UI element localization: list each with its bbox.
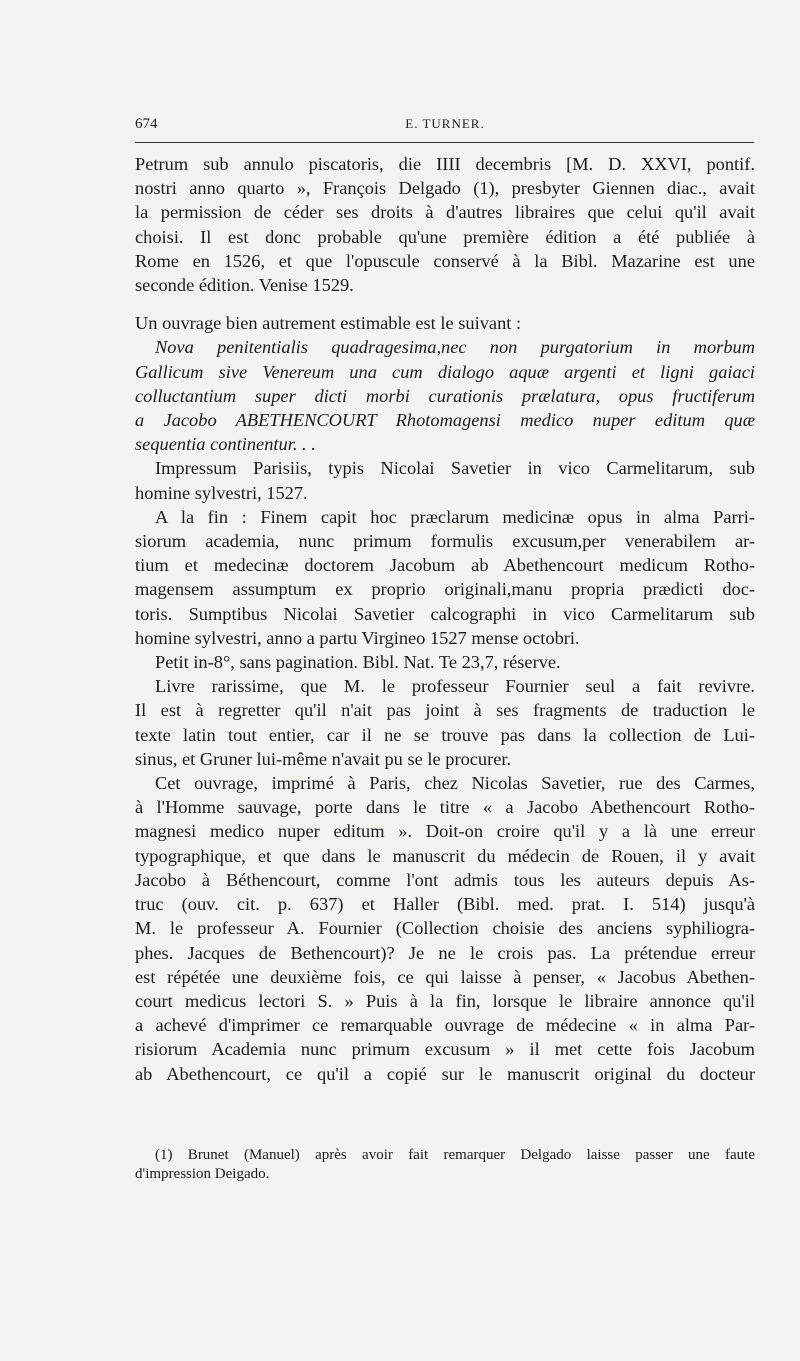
- text-line: Nova penitentialis quadragesima,nec non purgatorium in morbum: [155, 337, 755, 358]
- page-header: [135, 116, 755, 140]
- page-number: 674: [135, 116, 158, 132]
- paragraph-gap: [135, 297, 755, 311]
- text-line: à l'Homme sauvage, porte dans le titre « a Jacobo Abethencourt Rotho-: [135, 797, 755, 818]
- text-line: Rome en 1526, et que l'opuscule conservé à la Bibl. Mazarine est une: [135, 250, 755, 271]
- header-rule: [135, 142, 754, 143]
- text-line: magensem assumptum ex proprio originali,manu propria prædicti doc-: [135, 579, 755, 600]
- footnote-line: d'impression Deigado.: [135, 1166, 270, 1182]
- text-line: seconde édition. Venise 1529.: [135, 275, 354, 296]
- text-line: la permission de céder ses droits à d'autres libraires que celui qu'il avait: [135, 202, 755, 223]
- text-line: Petrum sub annulo piscatoris, die IIII decembris [M. D. XXVI, pontif.: [135, 154, 755, 174]
- text-line: ab Abethencourt, ce qu'il a copié sur le manuscrit original du docteur: [135, 1063, 755, 1084]
- paragraph-rarity: [135, 674, 755, 771]
- paragraph-format: [135, 650, 755, 674]
- body-text: [135, 152, 755, 1086]
- text-line: nostri anno quarto », François Delgado (1), presbyter Giennen diac., avait: [135, 178, 755, 199]
- text-line: homine sylvestri, 1527.: [135, 482, 308, 503]
- text-line: est répétée une deuxième fois, ce qui laisse à penser, « Jacobus Abethen-: [135, 966, 755, 987]
- text-line: court medicus lectori S. » Puis à la fin, lorsque le libraire annonce qu'il: [135, 990, 755, 1011]
- paragraph-1: [135, 152, 755, 297]
- running-title: E. TURNER.: [405, 116, 485, 131]
- text-line: typographique, et que dans le manuscrit du médecin de Rouen, il y avait: [135, 845, 755, 866]
- text-line: a Jacobo ABETHENCOURT Rhotomagensi medico nuper editum quæ: [135, 410, 755, 431]
- text-line: A la fin : Finem capit hoc præclarum medicinæ opus in alma Parri-: [155, 506, 755, 527]
- footnote: [135, 1146, 755, 1184]
- text-line: truc (ouv. cit. p. 637) et Haller (Bibl. med. prat. I. 514) jusqu'à: [135, 894, 755, 915]
- text-line: tium et medecinæ doctorem Jacobum ab Abethencourt medicum Rotho-: [135, 555, 755, 576]
- text-line: M. le professeur A. Fournier (Collection choisie des anciens syphiliogra-: [135, 918, 755, 939]
- text-line: Impressum Parisiis, typis Nicolai Savetier in vico Carmelitarum, sub: [155, 458, 755, 479]
- paragraph-colophon: [135, 505, 755, 650]
- text-line: Gallicum sive Venereum una cum dialogo aquæ argenti et ligni gaiaci: [135, 361, 755, 382]
- text-line: Cet ouvrage, imprimé à Paris, chez Nicolas Savetier, rue des Carmes,: [155, 773, 755, 794]
- text-line: sinus, et Gruner lui-même n'avait pu se le procurer.: [135, 748, 512, 769]
- text-line: texte latin tout entier, car il ne se trouve pas dans la collection de Lui-: [135, 724, 755, 745]
- book-title-block: [135, 311, 755, 456]
- footnote-line: (1) Brunet (Manuel) après avoir fait remarquer Delgado laisse passer une faute: [155, 1147, 755, 1163]
- text-line: risiorum Academia nunc primum excusum » il met cette fois Jacobum: [135, 1039, 755, 1060]
- text-line: Un ouvrage bien autrement estimable est le suivant :: [135, 313, 522, 334]
- text-line: homine sylvestri, anno a partu Virgineo 1527 mense octobri.: [135, 627, 580, 648]
- text-line: choisi. Il est donc probable qu'une première édition a été publiée à: [135, 226, 755, 247]
- text-line: Petit in-8°, sans pagination. Bibl. Nat. Te 23,7, réserve.: [155, 652, 561, 673]
- text-line: Jacobo à Béthencourt, comme l'ont admis tous les auteurs depuis As-: [135, 869, 755, 890]
- text-line: colluctantium super dicti morbi curationis prælatura, opus fructiferum: [135, 385, 755, 406]
- text-line: magnesi medico nuper editum ». Doit-on croire qu'il y a là une erreur: [135, 821, 755, 842]
- paragraph-discussion: [135, 771, 755, 1086]
- text-line: sequentia continentur. . .: [135, 434, 316, 455]
- text-line: a achevé d'imprimer ce remarquable ouvrage de médecine « in alma Par-: [135, 1015, 755, 1036]
- paragraph-imprint: [135, 456, 755, 504]
- text-line: phes. Jacques de Bethencourt)? Je ne le crois pas. La prétendue erreur: [135, 942, 755, 963]
- text-line: Livre rarissime, que M. le professeur Fournier seul a fait revivre.: [155, 676, 755, 697]
- text-line: Il est à regretter qu'il n'ait pas joint à ses fragments de traduction le: [135, 700, 755, 721]
- text-line: siorum academia, nunc primum formulis excusum,per venerabilem ar-: [135, 531, 755, 552]
- text-line: toris. Sumptibus Nicolai Savetier calcographi in vico Carmelitarum sub: [135, 603, 755, 624]
